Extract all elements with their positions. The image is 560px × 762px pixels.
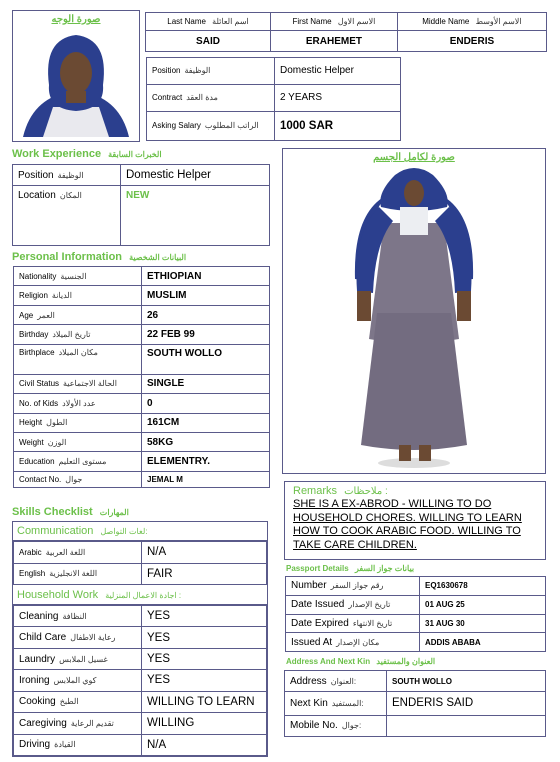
personal-value: SOUTH WOLLO [142,344,270,374]
personal-label: Religion الديانة [14,286,142,305]
skill-value: WILLING TO LEARN [142,691,267,712]
personal-value: 26 [142,305,270,324]
passport-value: 31 AUG 30 [420,614,546,633]
middle-name-header: Middle Name الاسم الأوسط [397,13,546,31]
face-photo [13,25,139,137]
communication-title: Communication لغات التواصل: [13,522,267,541]
first-name-header: First Name الاسم الاول [271,13,398,31]
face-photo-frame [12,10,140,142]
work-experience-title: Work Experience الخبرات السابقة [12,148,162,160]
passport-label: Issued At مكان الإصدار [286,633,420,652]
personal-label: Education مستوى التعليم [14,452,142,471]
skill-label: Cleaning النظافة [14,606,142,627]
name-table [145,12,547,52]
skill-label: English اللغة الانجليزية [14,563,142,585]
face-photo-label: صورة الوجه [51,14,101,25]
personal-info-table [13,266,270,488]
address-title: Address And Next Kin العنوان والمستفيد [286,657,436,666]
household-title: Household Work اجادة الاعمال المنزلية : [13,585,267,605]
personal-label: No. of Kids عدد الأولاد [14,394,142,413]
personal-info-title: Personal Information البيانات الشخصية [12,251,187,263]
personal-label: Height الطول [14,413,142,432]
we-position-value: Domestic Helper [121,165,270,186]
personal-value: 22 FEB 99 [142,325,270,344]
remarks-text: SHE IS A EX-ABROD - WILLING TO DO HOUSEHOLD CHORES. WILLING TO LEARN HOW TO COOK ARABIC FOOD. WILLING TO TAKE CARE CHILDREN. [293,498,522,551]
mobile-value [387,715,546,736]
we-location-label: Location المكان [13,186,121,246]
personal-label: Weight الوزن [14,432,142,451]
personal-value: 58KG [142,432,270,451]
skill-value: YES [142,670,267,691]
personal-value: SINGLE [142,374,270,393]
passport-value: ADDIS ABABA [420,633,546,652]
contract-label: Contract مدة العقد [147,84,275,111]
passport-table [285,576,546,652]
skill-label: Ironing كوي الملابس [14,670,142,691]
skills-title: Skills Checklist المهارات [12,506,129,518]
skill-label: Cooking الطبخ [14,691,142,712]
passport-title: Passport Details بيانات جواز السفر [286,564,415,573]
skill-value: YES [142,648,267,669]
remarks-title: Remarks ملاحظات : [293,485,388,497]
mobile-label: Mobile No. جوال: [285,715,387,736]
skill-value: FAIR [142,563,267,585]
full-photo-frame [282,148,546,474]
personal-value: ELEMENTRY. [142,452,270,471]
skill-value: WILLING [142,713,267,734]
last-name-value: SAID [146,31,271,52]
next-kin-label: Next Kin المستفيد: [285,692,387,715]
position-label: Position الوظيفة [147,58,275,85]
skill-label: Caregiving تقديم الرعاية [14,713,142,734]
salary-label: Asking Salary الراتب المطلوب [147,111,275,140]
we-location-value: NEW [121,186,270,246]
address-value: SOUTH WOLLO [387,671,546,692]
skill-value: YES [142,627,267,648]
personal-value: JEMAL M [142,471,270,487]
work-experience-table [12,164,270,246]
skill-value: YES [142,606,267,627]
skill-label: Arabic اللغة العربية [14,542,142,564]
address-label: Address العنوان: [285,671,387,692]
personal-value: 0 [142,394,270,413]
passport-label: Date Expired تاريخ الانتهاء [286,614,420,633]
skill-value: N/A [142,542,267,564]
remarks-box [284,481,546,560]
personal-value: 161CM [142,413,270,432]
passport-value: 01 AUG 25 [420,595,546,614]
salary-value: 1000 SAR [275,111,401,140]
personal-label: Birthplace مكان الميلاد [14,344,142,374]
passport-label: Number رقم جواز السفر [286,577,420,596]
position-value: Domestic Helper [275,58,401,85]
full-photo-label: صورة لكامل الجسم [373,152,455,163]
contract-value: 2 YEARS [275,84,401,111]
job-table [146,57,401,141]
personal-label: Contact No. جوال [14,471,142,487]
full-body-photo [283,163,545,471]
passport-label: Date Issued تاريخ الإصدار [286,595,420,614]
personal-label: Civil Status الحالة الاجتماعية [14,374,142,393]
passport-value: EQ1630678 [420,577,546,596]
personal-label: Nationality الجنسية [14,267,142,286]
skill-label: Laundry غسيل الملابس [14,648,142,669]
last-name-header: Last Name اسم العائلة [146,13,271,31]
we-position-label: Position الوظيفة [13,165,121,186]
skill-value: N/A [142,734,267,755]
skills-box [12,521,268,757]
middle-name-value: ENDERIS [397,31,546,52]
first-name-value: ERAHEMET [271,31,398,52]
personal-label: Age العمر [14,305,142,324]
personal-label: Birthday تاريخ الميلاد [14,325,142,344]
personal-value: ETHIOPIAN [142,267,270,286]
personal-value: MUSLIM [142,286,270,305]
skill-label: Driving القيادة [14,734,142,755]
next-kin-value: ENDERIS SAID [387,692,546,715]
skill-label: Child Care رعاية الاطفال [14,627,142,648]
address-table [284,670,546,737]
